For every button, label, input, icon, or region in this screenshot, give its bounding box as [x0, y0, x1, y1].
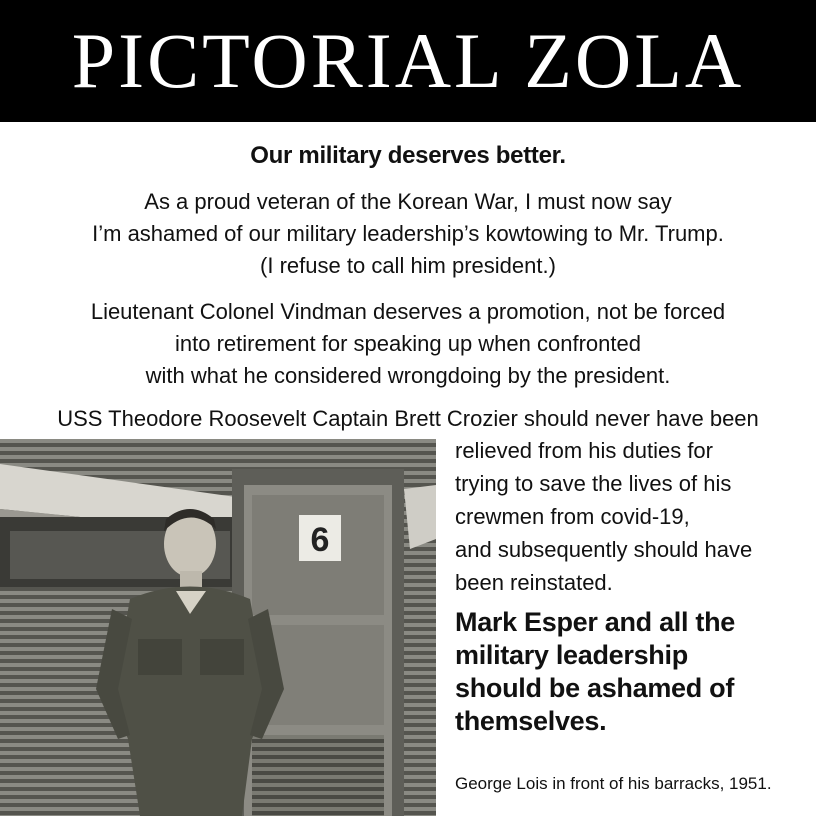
photo-caption: George Lois in front of his barracks, 1951. [455, 774, 772, 793]
side-text [455, 434, 805, 599]
side-line: and subsequently should have [455, 537, 753, 562]
masthead-title: PICTORIAL ZOLA [71, 17, 745, 104]
paragraph-line: USS Theodore Roosevelt Captain Brett Crozier should never have been [57, 406, 759, 431]
paragraph-line: I’m ashamed of our military leadership’s kowtowing to Mr. Trump. [92, 221, 724, 246]
headline: Our military deserves better. [250, 142, 566, 169]
side-line: relieved from his duties for [455, 438, 713, 463]
masthead-bar [0, 0, 816, 122]
paragraph-3 [0, 403, 816, 435]
callout-line: themselves. [455, 706, 607, 736]
paragraph-line: As a proud veteran of the Korean War, I must now say [144, 189, 672, 214]
paragraph-line: with what he considered wrongdoing by the president. [145, 363, 671, 388]
paragraph-line: into retirement for speaking up when confronted [175, 331, 641, 356]
paragraph-2 [0, 296, 816, 392]
callout-line: should be ashamed of [455, 673, 735, 703]
barracks-photo [0, 439, 436, 816]
side-line: been reinstated. [455, 570, 613, 595]
callout-text [455, 606, 805, 738]
paragraph-line: (I refuse to call him president.) [260, 253, 556, 278]
side-line: crewmen from covid-19, [455, 504, 690, 529]
door-number: 6 [310, 521, 330, 559]
paragraph-line: Lieutenant Colonel Vindman deserves a promotion, not be forced [90, 299, 726, 324]
callout-line: Mark Esper and all the [455, 607, 735, 637]
callout-line: military leadership [455, 640, 688, 670]
side-line: trying to save the lives of his [455, 471, 732, 496]
paragraph-1 [0, 186, 816, 282]
